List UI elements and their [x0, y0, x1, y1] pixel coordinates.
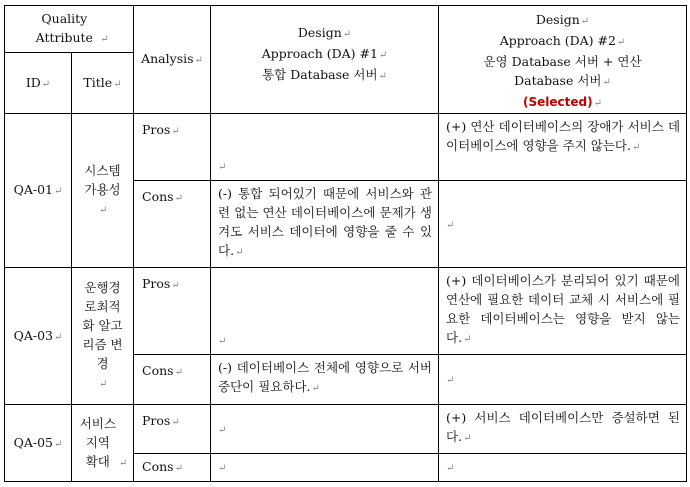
cons-label: Cons↵ [134, 454, 211, 482]
cons-label: Cons↵ [134, 355, 211, 405]
pros-da1-cell: ↵ [211, 405, 439, 454]
cons-da1-cell: ↵ [211, 454, 439, 482]
cons-da2-cell: ↵ [439, 355, 687, 405]
qa-id: QA-01↵ [5, 114, 72, 268]
pros-da2-cell: (+) 데이터베이스가 분리되어 있기 때문에 연산에 필요한 데이터 교체 시 서비스에 필요한 데이터베이스는 영향을 받지 않는다.↵ [439, 268, 687, 355]
qa-title: 운행경로최적화 알고리즘 변경↵ [72, 268, 134, 405]
pros-da2-cell: (+) 연산 데이터베이스의 장애가 서비스 데이터베이스에 영향을 주지 않는다.↵ [439, 114, 687, 181]
selected-badge: (Selected) [523, 95, 593, 109]
cons-da2-cell: ↵ [439, 181, 687, 268]
header-design-approach-2: Design↵ Approach (DA) #2↵ 운영 Database 서버 + 연산 Database 서버↵ (Selected)↵ [439, 6, 687, 114]
pros-da1-cell: ↵ [211, 114, 439, 181]
pros-label: Pros↵ [134, 114, 211, 181]
header-title: Title↵ [72, 53, 134, 114]
qa-title: 서비스 지역 확대 ↵ [72, 405, 134, 482]
cons-da1-cell: (-) 통합 되어있기 때문에 서비스와 관련 없는 연산 데이터베이스에 문제가 생겨도 서비스 데이터에 영향을 줄 수 있다.↵ [211, 181, 439, 268]
qa-id: QA-03↵ [5, 268, 72, 405]
cons-da2-cell: ↵ [439, 454, 687, 482]
header-design-approach-1: Design↵ Approach (DA) #1↵ 통합 Database 서버↵ [211, 6, 439, 114]
header-id: ID↵ [5, 53, 72, 114]
qa-id: QA-05↵ [5, 405, 72, 482]
header-row-1 [5, 6, 687, 53]
qa-title: 시스템 가용성↵ [72, 114, 134, 268]
quality-attribute-table [4, 5, 687, 482]
cons-da1-cell: (-) 데이터베이스 전체에 영향으로 서버 중단이 필요하다.↵ [211, 355, 439, 405]
header-quality-attribute: Quality Attribute ↵ [5, 6, 134, 53]
table-row [5, 114, 687, 181]
pros-da1-cell: ↵ [211, 268, 439, 355]
table-row [5, 268, 687, 355]
table-row [5, 405, 687, 454]
pros-da2-cell: (+) 서비스 데이터베이스만 증설하면 된다.↵ [439, 405, 687, 454]
header-analysis: Analysis↵ [134, 6, 211, 114]
cons-label: Cons↵ [134, 181, 211, 268]
pros-label: Pros↵ [134, 405, 211, 454]
pros-label: Pros↵ [134, 268, 211, 355]
